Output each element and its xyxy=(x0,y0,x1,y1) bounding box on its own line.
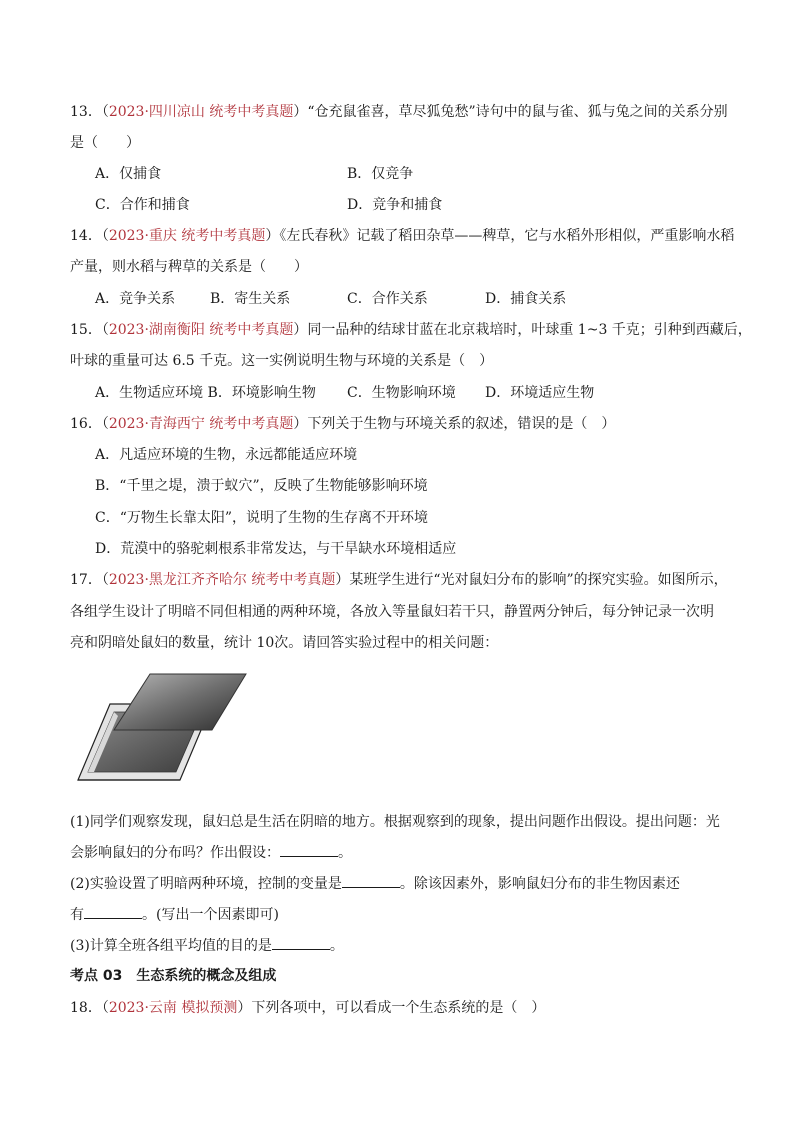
answer-blank[interactable] xyxy=(84,906,142,919)
option-c: C．合作关系 xyxy=(347,291,428,307)
section-heading: 考点 03 生态系统的概念及组成 xyxy=(70,968,277,984)
question-text: 下列各项中，可以看成一个生态系统的是（ ） xyxy=(251,1000,546,1016)
question-number: 17． xyxy=(70,572,102,588)
option-a: A．凡适应环境的生物，永远都能适应环境 xyxy=(95,447,358,463)
question-source: 2023·青海西宁 统考中考真题 xyxy=(108,416,294,432)
question-17-stem-cont: 各组学生设计了明暗不同但相通的两种环境，各放入等量鼠妇若干只，静置两分钟后，每分钟记录一次明 xyxy=(70,604,714,620)
sub-question-1: (1)同学们观察发现，鼠妇总是生活在阴暗的地方。根据观察到的现象，提出问题作出假设。提出问题：光 xyxy=(70,814,720,830)
question-source: 2023·云南 模拟预测 xyxy=(108,1000,238,1016)
option-d: D．环境适应生物 xyxy=(485,385,595,401)
sub-question-2-cont: 有 。(写出一个因素即可) xyxy=(70,907,279,923)
question-13-stem-cont: 是（ ） xyxy=(70,135,140,151)
question-number: 16． xyxy=(70,416,102,432)
question-15-stem-cont: 叶球的重量可达 6.5 千克。这一实例说明生物与环境的关系是（ ） xyxy=(70,353,494,369)
option-a: A．仅捕食 xyxy=(95,166,162,182)
question-text: “仓充鼠雀喜，草尽狐兔愁”诗句中的鼠与雀、狐与兔之间的关系分别 xyxy=(307,104,728,120)
question-text: 同一品种的结球甘蓝在北京栽培时，叶球重 1~3 千克；引种到西藏后， xyxy=(307,322,752,338)
question-source: 2023·四川凉山 统考中考真题 xyxy=(108,104,294,120)
option-d: D．竞争和捕食 xyxy=(347,197,443,213)
question-text: 某班学生进行“光对鼠妇分布的影响”的探究实验。如图所示， xyxy=(349,572,728,588)
question-text: 《左氏春秋》记载了稻田杂草——稗草，它与水稻外形相似，严重影响水稻 xyxy=(279,228,735,244)
answer-blank[interactable] xyxy=(280,844,338,857)
option-b: B．寄生关系 xyxy=(210,291,291,307)
question-source: 2023·湖南衡阳 统考中考真题 xyxy=(108,322,294,338)
option-d: D．捕食关系 xyxy=(485,291,567,307)
question-18-stem: 18．（2023·云南 模拟预测）下列各项中，可以看成一个生态系统的是（ ） xyxy=(70,1000,546,1016)
option-c: C．生物影响环境 xyxy=(347,385,456,401)
question-17-stem-cont: 亮和阴暗处鼠妇的数量，统计 10次。请回答实验过程中的相关问题： xyxy=(70,635,499,651)
option-c: C．“万物生长靠太阳”，说明了生物的生存离不开环境 xyxy=(95,510,429,526)
question-17-stem: 17．（2023·黑龙江齐齐哈尔 统考中考真题）某班学生进行“光对鼠妇分布的影响”的探究实验。如图所示， xyxy=(70,572,728,588)
question-source: 2023·重庆 统考中考真题 xyxy=(108,228,266,244)
option-a-b: A．生物适应环境 B．环境影响生物 xyxy=(95,385,316,401)
question-number: 15． xyxy=(70,322,102,338)
sub-question-3: (3)计算全班各组平均值的目的是 。 xyxy=(70,938,344,954)
question-14-stem-cont: 产量，则水稻与稗草的关系是（ ） xyxy=(70,259,308,275)
experiment-box-figure xyxy=(70,668,250,788)
option-a: A．竞争关系 xyxy=(95,291,176,307)
question-source: 2023·黑龙江齐齐哈尔 统考中考真题 xyxy=(108,572,336,588)
sub-question-2: (2)实验设置了明暗两种环境，控制的变量是 。除该因素外，影响鼠妇分布的非生物因素还 xyxy=(70,876,680,892)
question-number: 14． xyxy=(70,228,102,244)
sub-question-1-cont: 会影响鼠妇的分布吗？作出假设： 。 xyxy=(70,845,352,861)
question-number: 13． xyxy=(70,104,102,120)
question-14-stem: 14．（2023·重庆 统考中考真题）《左氏春秋》记载了稻田杂草——稗草，它与水稻外形相似，严重影响水稻 xyxy=(70,228,735,244)
option-b: B．仅竞争 xyxy=(347,166,414,182)
option-b: B．“千里之堤，溃于蚁穴”，反映了生物能够影响环境 xyxy=(95,478,428,494)
question-text: 下列关于生物与环境关系的叙述，错误的是（ ） xyxy=(307,416,616,432)
option-d: D．荒漠中的骆驼刺根系非常发达，与干旱缺水环境相适应 xyxy=(95,541,457,557)
question-15-stem: 15．（2023·湖南衡阳 统考中考真题）同一品种的结球甘蓝在北京栽培时，叶球重 1~3 千克；引种到西藏后， xyxy=(70,322,752,338)
option-c: C．合作和捕食 xyxy=(95,197,190,213)
question-number: 18． xyxy=(70,1000,102,1016)
question-16-stem: 16．（2023·青海西宁 统考中考真题）下列关于生物与环境关系的叙述，错误的是（ ） xyxy=(70,416,616,432)
answer-blank[interactable] xyxy=(272,937,330,950)
question-13-stem: 13．（2023·四川凉山 统考中考真题）“仓充鼠雀喜，草尽狐兔愁”诗句中的鼠与雀、狐与兔之间的关系分别 xyxy=(70,104,728,120)
answer-blank[interactable] xyxy=(342,875,400,888)
